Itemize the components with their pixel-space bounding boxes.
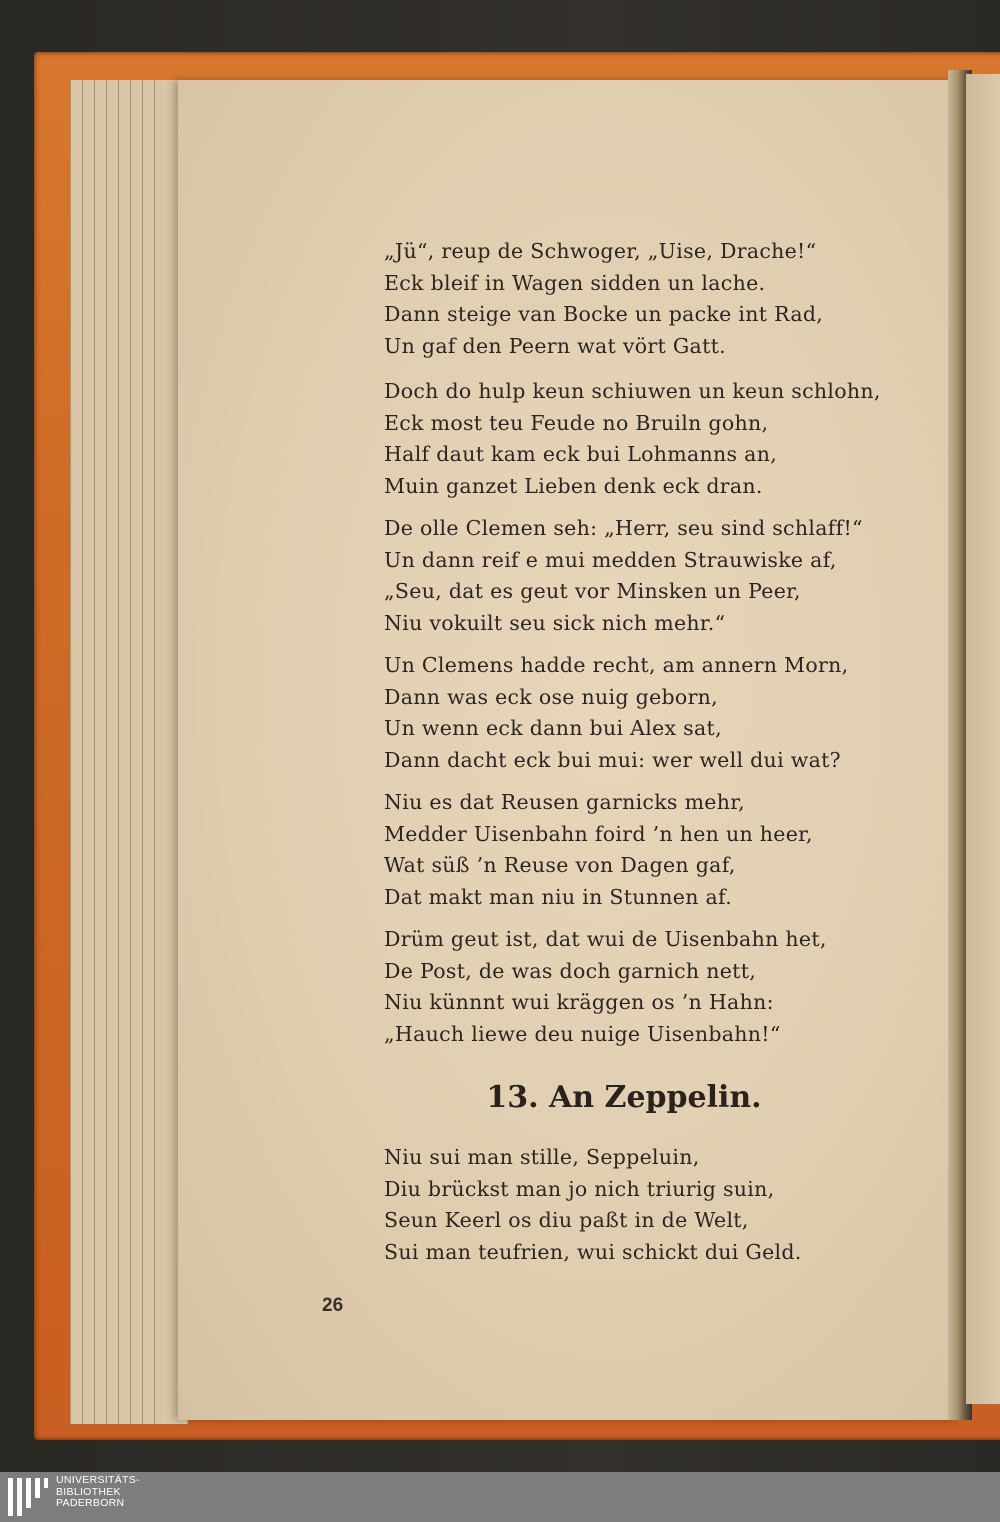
verse-line: Niu künnnt wui kräggen os ’n Hahn: — [384, 990, 774, 1014]
verse-line: „Hauch liewe deu nuige Uisenbahn!“ — [384, 1021, 781, 1046]
verse-line: „Seu, dat es geut vor Minsken un Peer, — [384, 579, 801, 603]
verse-line: Un Clemens hadde recht, am annern Morn, — [384, 653, 849, 677]
logo-line: BIBLIOTHEK — [56, 1485, 121, 1498]
stanza — [384, 650, 848, 776]
verse-line: De olle Clemen seh: „Herr, seu sind schlaff!“ — [384, 516, 863, 540]
footer-bar — [0, 1472, 1000, 1522]
verse-line: Un wenn eck dann bui Alex sat, — [384, 716, 722, 740]
verse-line: Seun Keerl os diu paßt in de Welt, — [384, 1208, 749, 1232]
verse-line: Niu es dat Reusen garnicks mehr, — [384, 790, 745, 814]
verse-line: Niu vokuilt seu sick nich mehr.“ — [384, 610, 726, 635]
page-edges — [70, 80, 190, 1424]
stanza — [384, 236, 823, 362]
stanza — [384, 513, 863, 639]
verse-line: Un gaf den Peern wat vört Gatt. — [384, 333, 726, 358]
library-logo-text — [56, 1475, 140, 1510]
library-logo-icon — [6, 1476, 50, 1518]
verse-line: Dann dacht eck bui mui: wer well dui wat? — [384, 747, 841, 772]
next-page-edge — [966, 74, 1000, 1404]
page-number: 26 — [322, 1295, 344, 1316]
verse-line: Niu sui man stille, Seppeluin, — [384, 1145, 700, 1169]
section-title: 13. An Zeppelin. — [486, 1080, 762, 1115]
verse-line: Half daut kam eck bui Lohmanns an, — [384, 442, 778, 466]
verse-line: Medder Uisenbahn foird ’n hen un heer, — [384, 821, 813, 846]
verse-line: De Post, de was doch garnich nett, — [384, 958, 757, 983]
logo-line: UNIVERSITÄTS- — [56, 1474, 140, 1486]
stanza — [384, 1142, 802, 1268]
logo-line: PADERBORN — [56, 1497, 125, 1509]
verse-line: Diu brückst man jo nich triurig suin, — [384, 1176, 775, 1201]
stanza — [384, 787, 813, 913]
verse-line: Dann was eck ose nuig geborn, — [384, 684, 718, 709]
verse-line: Drüm geut ist, dat wui de Uisenbahn het, — [384, 927, 827, 951]
verse-line: Eck bleif in Wagen sidden un lache. — [384, 270, 766, 295]
stanza — [384, 376, 881, 502]
verse-line: Muin ganzet Lieben denk eck dran. — [384, 473, 763, 498]
stanza — [384, 924, 827, 1050]
verse-line: Eck most teu Feude no Bruiln gohn, — [384, 410, 769, 435]
verse-line: Un dann reif e mui medden Strauwiske af, — [384, 547, 837, 572]
verse-line: „Jü“, reup de Schwoger, „Uise, Drache!“ — [384, 239, 817, 263]
verse-line: Dann steige van Bocke un packe int Rad, — [384, 302, 824, 326]
verse-line: Sui man teufrien, wui schickt dui Geld. — [384, 1239, 802, 1264]
verse-line: Doch do hulp keun schiuwen un keun schlohn, — [384, 379, 881, 403]
verse-line: Wat süß ’n Reuse von Dagen gaf, — [384, 853, 736, 877]
verse-line: Dat makt man niu in Stunnen af. — [384, 884, 733, 909]
